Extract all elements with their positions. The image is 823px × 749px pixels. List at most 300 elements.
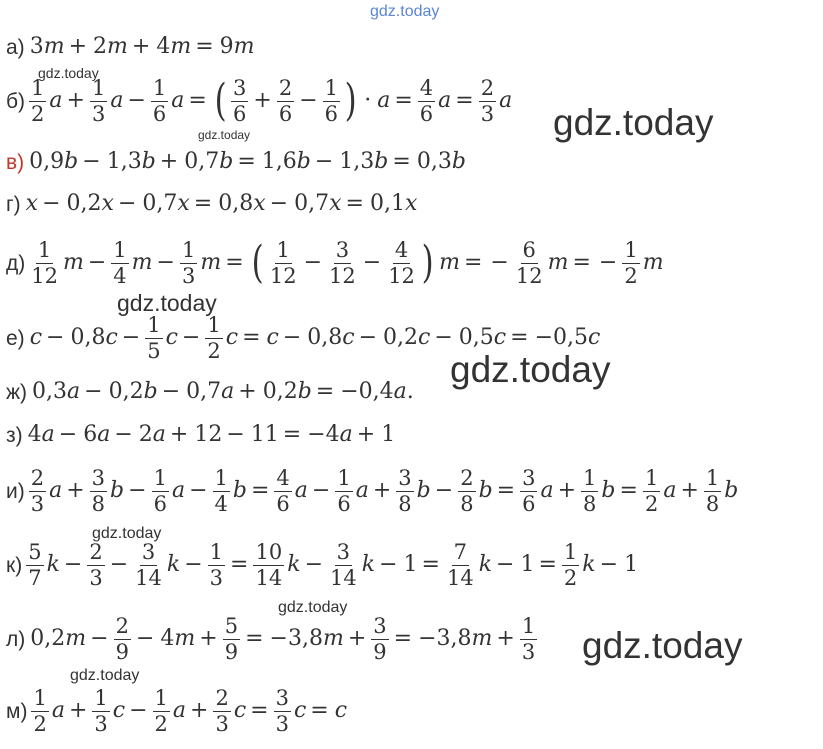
numerator: 2 (480, 76, 495, 101)
denominator: 2 (563, 565, 578, 590)
math-operator: − (490, 250, 509, 275)
math-operator: − (117, 191, 137, 216)
math-term: −0,5c (534, 325, 601, 350)
math-operator: = (463, 250, 483, 275)
math-term: a (663, 478, 677, 503)
math-operator: = (250, 698, 269, 723)
denominator: 6 (276, 491, 290, 516)
denominator: 14 (330, 565, 357, 590)
math-operator: = (572, 250, 591, 275)
math-term: 1,6b (261, 149, 311, 174)
math-operator: − (358, 325, 378, 350)
denominator: 2 (207, 338, 221, 363)
math-term: −4a (307, 422, 353, 447)
math-operator: = (230, 552, 249, 577)
denominator: 6 (324, 101, 339, 126)
numerator: 1 (624, 238, 638, 263)
numerator: 1 (337, 466, 351, 491)
math-operator: = (394, 88, 413, 113)
math-term: 0,9b (29, 149, 79, 174)
parenthesis: ) (421, 237, 434, 288)
math-operator: − (598, 250, 618, 275)
math-term: 0,2b (108, 379, 158, 404)
math-operator: + (356, 422, 376, 447)
fraction (208, 541, 225, 588)
denominator: 3 (275, 711, 289, 736)
numerator: 1 (583, 466, 597, 491)
math-operator: − (42, 191, 61, 216)
fraction (520, 615, 537, 662)
math-operator: + (131, 34, 151, 59)
fraction (90, 77, 107, 124)
item-label: л) (6, 627, 26, 651)
fraction (327, 239, 358, 286)
fraction (213, 467, 230, 514)
equation-row (6, 189, 417, 219)
math-term: −3,8m (269, 626, 344, 651)
fraction (29, 77, 46, 124)
math-operator: = (393, 626, 413, 651)
fraction (622, 239, 639, 286)
denominator: 12 (515, 263, 543, 288)
math-operator: − (304, 552, 323, 577)
fraction (92, 687, 109, 734)
math-operator: − (299, 88, 318, 113)
math-operator: = (421, 552, 440, 577)
math-term: a (49, 88, 63, 113)
math-term: c (266, 325, 279, 350)
numerator: 3 (373, 614, 387, 639)
fraction (153, 687, 170, 734)
fraction (514, 239, 545, 286)
parenthesis: ( (214, 75, 227, 126)
numerator: 2 (215, 686, 229, 711)
math-operator: − (181, 325, 201, 350)
math-operator: − (127, 88, 146, 113)
fraction (180, 239, 197, 286)
equation-row (6, 230, 664, 296)
math-operator: − (434, 325, 453, 350)
denominator: 2 (624, 263, 638, 288)
math-term: c (233, 698, 247, 723)
denominator: 9 (115, 639, 129, 664)
fraction (29, 467, 46, 514)
fraction (29, 239, 60, 286)
numerator: 1 (91, 76, 106, 101)
numerator: 10 (255, 540, 283, 565)
denominator: 3 (181, 263, 196, 288)
denominator: 2 (31, 101, 45, 126)
denominator: 3 (480, 101, 495, 126)
denominator: 3 (94, 711, 108, 736)
math-term: 2a (138, 422, 166, 447)
math-operator: = (496, 478, 516, 503)
math-term: m (131, 250, 153, 275)
math-term: 6a (83, 422, 111, 447)
math-operator: + (680, 478, 699, 503)
fraction (152, 467, 169, 514)
numerator: 2 (460, 466, 474, 491)
numerator: 1 (31, 76, 45, 101)
math-term: 3m (29, 34, 65, 59)
math-operator: + (66, 478, 85, 503)
fraction (253, 541, 284, 588)
numerator: 1 (154, 686, 168, 711)
equation-row (6, 305, 600, 371)
math-term: 2m (93, 34, 128, 59)
denominator: 2 (33, 711, 47, 736)
watermark: gdz.today (92, 525, 162, 542)
denominator: 14 (446, 565, 474, 590)
numerator: 2 (115, 614, 129, 639)
fraction (277, 77, 294, 124)
item-label: з) (6, 423, 23, 447)
math-term: m (200, 250, 222, 275)
fraction (133, 541, 164, 588)
math-term: a (51, 698, 65, 723)
math-operator: − (114, 422, 133, 447)
watermark: gdz.today (370, 3, 440, 20)
numerator: 3 (398, 466, 412, 491)
fraction (26, 541, 43, 588)
math-operator: − (87, 250, 107, 275)
fraction (323, 77, 340, 124)
math-term: 0,2b (262, 379, 312, 404)
math-term: k (287, 552, 301, 577)
fraction (520, 467, 537, 514)
math-operator: − (226, 422, 245, 447)
math-term: 1 (381, 422, 396, 447)
math-term: 0,2m (30, 626, 87, 651)
math-operator: = (237, 149, 256, 174)
math-term: x (25, 191, 39, 216)
math-operator: = (282, 422, 302, 447)
numerator: 3 (91, 466, 106, 491)
fraction (643, 467, 660, 514)
math-operator: + (159, 149, 179, 174)
numerator: 3 (233, 76, 247, 101)
math-operator: − (269, 191, 289, 216)
fraction (151, 77, 168, 124)
math-term: a (171, 88, 185, 113)
denominator: 8 (460, 491, 474, 516)
math-operator: = (225, 250, 244, 275)
fraction (458, 467, 475, 514)
math-term: c (225, 325, 239, 350)
item-label: к) (6, 553, 23, 577)
math-operator: = (510, 325, 529, 350)
math-term: a (49, 478, 63, 503)
math-operator: · (364, 88, 372, 113)
denominator: 9 (373, 639, 387, 664)
math-term: b (232, 478, 247, 503)
math-operator: − (161, 379, 181, 404)
math-term: m (62, 250, 84, 275)
math-operator: = (392, 149, 411, 174)
math-term: c (334, 698, 348, 723)
fraction (205, 314, 222, 361)
numerator: 6 (522, 238, 536, 263)
math-operator: = (245, 626, 264, 651)
denominator: 3 (30, 491, 45, 516)
math-operator: + (68, 34, 87, 59)
denominator: 6 (419, 101, 434, 126)
equation (28, 467, 739, 514)
denominator: 2 (154, 711, 168, 736)
denominator: 4 (214, 491, 228, 516)
math-term: 0,2x (66, 191, 114, 216)
numerator: 1 (37, 238, 52, 263)
numerator: 3 (336, 540, 351, 565)
denominator: 3 (89, 565, 103, 590)
numerator: 2 (30, 466, 45, 491)
numerator: 3 (522, 466, 536, 491)
denominator: 2 (644, 491, 659, 516)
denominator: 6 (153, 491, 167, 516)
math-term: 0,8c (307, 325, 355, 350)
equation (28, 615, 538, 662)
math-term: m (439, 250, 460, 275)
equation (25, 541, 638, 588)
math-term: k (166, 552, 181, 577)
math-operator: = (188, 88, 207, 113)
numerator: 5 (224, 614, 239, 639)
math-operator: − (189, 478, 208, 503)
fraction (418, 77, 435, 124)
math-term: m (642, 250, 664, 275)
math-operator: − (434, 478, 454, 503)
math-operator: = (455, 88, 474, 113)
fraction (145, 314, 162, 361)
fraction (386, 239, 417, 286)
fraction (111, 239, 128, 286)
math-term: a (294, 478, 308, 503)
numerator: 1 (521, 614, 536, 639)
math-term: b (601, 478, 616, 503)
math-term: 4m (160, 626, 196, 651)
math-operator: − (184, 552, 203, 577)
math-term: 0,3a (32, 379, 81, 404)
math-term: a (438, 88, 452, 113)
math-operator: − (311, 478, 331, 503)
math-operator: + (372, 478, 392, 503)
equation (28, 77, 512, 124)
parenthesis: ) (344, 75, 357, 126)
fraction (328, 541, 359, 588)
math-term: 4a (27, 422, 55, 447)
math-term: a (540, 478, 554, 503)
math-term: a (172, 698, 187, 723)
watermark: gdz.today (450, 349, 611, 390)
math-term: a (377, 88, 391, 113)
fraction (396, 467, 413, 514)
numerator: 1 (276, 238, 290, 263)
math-operator: − (314, 149, 334, 174)
math-operator: = (315, 379, 335, 404)
watermark: gdz.today (582, 625, 743, 666)
numerator: 7 (453, 540, 467, 565)
denominator: 7 (28, 565, 42, 590)
math-operator: − (90, 626, 109, 651)
math-operator: − (63, 552, 83, 577)
item-label: г) (6, 192, 21, 216)
numerator: 1 (209, 540, 224, 565)
numerator: 1 (153, 466, 167, 491)
math-operator: − (282, 325, 302, 350)
math-operator: − (599, 552, 619, 577)
math-term: c (293, 698, 307, 723)
math-term: 11 (250, 422, 279, 447)
fraction (581, 467, 598, 514)
math-term: 0,2c (383, 325, 431, 350)
math-term: 0,1x (369, 191, 418, 216)
math-operator: = (538, 552, 557, 577)
equation-row (6, 458, 738, 524)
watermark: gdz.today (198, 128, 251, 142)
math-term: 1,3b (106, 149, 156, 174)
watermark: gdz.today (70, 667, 140, 684)
parenthesis: ( (251, 237, 264, 288)
math-term: b (724, 478, 739, 503)
fraction (31, 687, 48, 734)
numerator: 1 (207, 313, 221, 338)
math-operator: − (46, 325, 65, 350)
equation (28, 239, 663, 286)
math-term: 0,7x (142, 191, 190, 216)
numerator: 1 (181, 238, 196, 263)
fraction (268, 239, 299, 286)
equation (26, 424, 396, 446)
math-operator: − (82, 149, 101, 174)
math-term: 1 (403, 552, 418, 577)
equation-row (6, 65, 513, 134)
denominator: 14 (255, 565, 283, 590)
numerator: 1 (147, 313, 161, 338)
equation (24, 193, 418, 215)
math-operator: + (496, 626, 515, 651)
fraction (445, 541, 476, 588)
math-term: a (110, 88, 124, 113)
denominator: 6 (152, 101, 167, 126)
math-term: a (171, 478, 186, 503)
math-operator: − (303, 250, 323, 275)
math-term: k (478, 552, 493, 577)
math-term: 1 (624, 552, 639, 577)
fraction (90, 467, 107, 514)
math-term: 4m (156, 34, 192, 59)
equation-row (6, 532, 638, 598)
fraction (704, 467, 721, 514)
math-term: 1,3b (339, 149, 389, 174)
numerator: 1 (324, 76, 339, 101)
item-label: м) (6, 699, 28, 723)
math-term: c (165, 325, 178, 350)
math-operator: − (58, 422, 78, 447)
equation (27, 151, 466, 173)
equation-row (6, 147, 466, 177)
fraction (213, 687, 230, 734)
numerator: 2 (278, 76, 293, 101)
equation (28, 314, 601, 361)
math-term: −3,8m (418, 626, 493, 651)
numerator: 4 (394, 238, 409, 263)
denominator: 12 (269, 263, 297, 288)
numerator: 1 (33, 686, 47, 711)
math-operator: + (68, 698, 88, 723)
math-term: 12 (194, 422, 223, 447)
equation-row (6, 377, 414, 407)
item-label: а) (6, 35, 25, 59)
denominator: 3 (209, 565, 224, 590)
fraction (479, 77, 496, 124)
fraction (87, 541, 104, 588)
math-operator: − (128, 478, 147, 503)
denominator: 8 (705, 491, 720, 516)
math-operator: + (253, 88, 272, 113)
numerator: 5 (28, 540, 42, 565)
math-term: 0,7x (294, 191, 342, 216)
fraction (114, 615, 131, 662)
math-operator: = (310, 698, 329, 723)
denominator: 4 (113, 263, 127, 288)
numerator: 1 (214, 466, 228, 491)
math-operator: + (347, 626, 367, 651)
numerator: 1 (152, 76, 167, 101)
math-term: c (112, 698, 126, 723)
math-operator: = (250, 478, 270, 503)
fraction (274, 467, 291, 514)
math-operator: − (84, 379, 103, 404)
equation-row (6, 606, 538, 672)
math-operator: + (169, 422, 189, 447)
denominator: 9 (224, 639, 239, 664)
denominator: 5 (147, 338, 161, 363)
math-term: b (478, 478, 493, 503)
equation (30, 381, 414, 403)
math-term: 0,8c (70, 325, 118, 350)
math-operator: − (121, 325, 141, 350)
math-operator: + (66, 88, 85, 113)
fraction (562, 541, 579, 588)
math-term: 0,7a (186, 379, 235, 404)
item-label: ж) (6, 380, 28, 404)
denominator: 6 (233, 101, 247, 126)
fraction (223, 615, 240, 662)
math-operator: = (345, 191, 364, 216)
denominator: 3 (521, 639, 536, 664)
equation (30, 687, 347, 734)
item-label: е) (6, 326, 25, 350)
numerator: 2 (89, 540, 103, 565)
numerator: 4 (276, 466, 290, 491)
equation-row (6, 32, 255, 62)
math-term: k (582, 552, 596, 577)
denominator: 12 (388, 263, 415, 288)
math-operator: + (199, 626, 218, 651)
math-operator: + (557, 478, 577, 503)
denominator: 6 (522, 491, 536, 516)
watermark: gdz.today (553, 102, 714, 143)
fraction (274, 687, 291, 734)
item-label: д) (6, 251, 26, 275)
math-operator: = (242, 325, 261, 350)
item-label: в) (6, 150, 25, 174)
watermark: gdz.today (117, 290, 217, 316)
math-operator: − (362, 250, 382, 275)
fraction (371, 615, 388, 662)
item-label: и) (6, 479, 25, 503)
math-operator: − (379, 552, 398, 577)
